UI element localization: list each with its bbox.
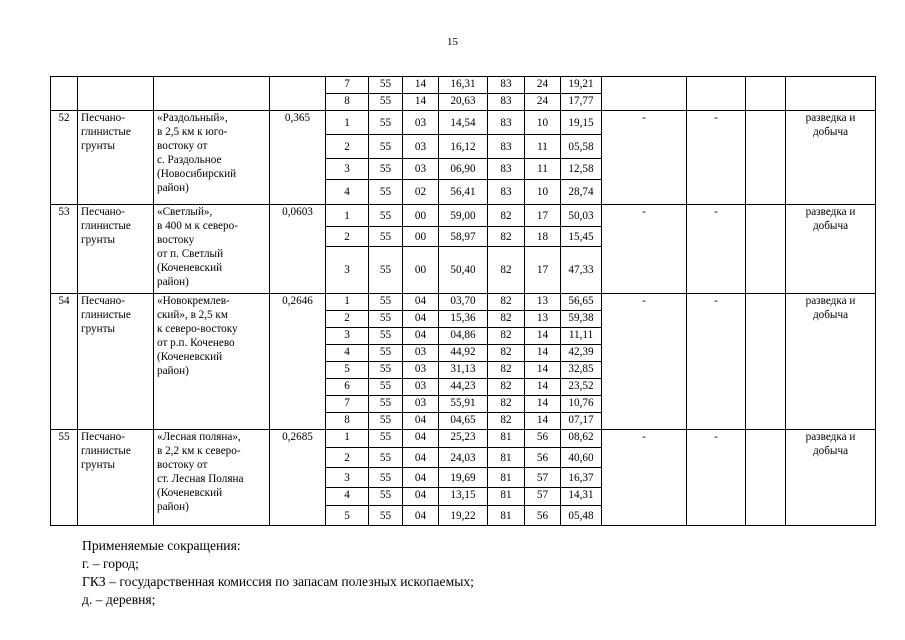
coordinate-cell: 82: [488, 379, 525, 396]
entry-empty-cell: [746, 111, 786, 205]
coordinate-cell: 82: [488, 311, 525, 328]
coordinate-cell: 56,41: [439, 180, 488, 205]
coordinate-cell: 83: [488, 159, 525, 180]
coordinate-cell: 55: [369, 159, 403, 180]
coordinate-cell: 18: [525, 227, 561, 247]
coordinate-cell: 04: [403, 488, 439, 506]
coordinate-cell: 55: [369, 506, 403, 526]
table-row: [51, 77, 876, 94]
coordinate-cell: 10: [525, 111, 561, 135]
coordinate-cell: 03: [403, 135, 439, 159]
coordinate-cell: 16,37: [561, 468, 602, 488]
coordinate-cell: 3: [326, 328, 369, 345]
coordinate-cell: 55: [369, 77, 403, 94]
coordinate-cell: 55: [369, 294, 403, 311]
coordinate-cell: 55: [369, 227, 403, 247]
coordinate-cell: 83: [488, 135, 525, 159]
coordinate-cell: 14,31: [561, 488, 602, 506]
coordinate-cell: 02: [403, 180, 439, 205]
location-line: «Новокремлев-: [157, 295, 230, 307]
coordinate-cell: 44,23: [439, 379, 488, 396]
entry-empty-cell: [746, 205, 786, 294]
type-cell: [78, 77, 154, 111]
coordinate-cell: 82: [488, 247, 525, 294]
coordinate-cell: 25,23: [439, 430, 488, 448]
coordinate-cell: 81: [488, 506, 525, 526]
coordinate-cell: 82: [488, 328, 525, 345]
entry-purpose-cell: разведка и добыча: [786, 111, 876, 205]
location-line: в 2,2 км к северо-: [157, 445, 241, 457]
coordinate-cell: 04: [403, 413, 439, 430]
coordinate-cell: 00: [403, 247, 439, 294]
coordinate-cell: 57: [525, 468, 561, 488]
location-line: востоку от: [157, 459, 208, 471]
entry-col-a-cell: -: [602, 294, 687, 430]
entry-col-b-cell: -: [687, 111, 746, 205]
coordinate-cell: 3: [326, 468, 369, 488]
entry-empty-cell: [746, 430, 786, 526]
coordinate-cell: 13: [525, 294, 561, 311]
col-b-cell: [687, 77, 746, 111]
coordinate-cell: 55: [369, 311, 403, 328]
coordinate-cell: 19,15: [561, 111, 602, 135]
coordinate-cell: 55: [369, 111, 403, 135]
coordinate-cell: 17: [525, 247, 561, 294]
id-cell: [51, 77, 78, 111]
coordinate-cell: 4: [326, 345, 369, 362]
coordinate-cell: 12,58: [561, 159, 602, 180]
coordinate-cell: 03: [403, 396, 439, 413]
abbreviations-notes: [82, 537, 474, 609]
coordinate-cell: 55: [369, 379, 403, 396]
col-a-cell: [602, 77, 687, 111]
coordinate-cell: 55: [369, 205, 403, 227]
coordinate-cell: 55: [369, 345, 403, 362]
coordinate-cell: 14: [403, 77, 439, 94]
coordinate-cell: 56: [525, 506, 561, 526]
coordinate-cell: 82: [488, 205, 525, 227]
coordinate-cell: 14: [525, 362, 561, 379]
coordinate-cell: 82: [488, 362, 525, 379]
entry-area-cell: 0,2685: [270, 430, 326, 526]
coordinate-cell: 82: [488, 396, 525, 413]
coordinate-cell: 8: [326, 413, 369, 430]
coordinate-cell: 04,65: [439, 413, 488, 430]
coordinate-cell: 56: [525, 430, 561, 448]
coordinate-cell: 04: [403, 311, 439, 328]
coordinate-cell: 06,90: [439, 159, 488, 180]
coordinate-cell: 82: [488, 227, 525, 247]
coordinate-cell: 05,48: [561, 506, 602, 526]
coordinate-cell: 83: [488, 94, 525, 111]
location-line: «Лесная поляна»,: [157, 431, 241, 443]
entry-area-cell: 0,2646: [270, 294, 326, 430]
coordinate-cell: 08,62: [561, 430, 602, 448]
location-line: «Светлый»,: [157, 206, 213, 218]
entry-empty-cell: [746, 294, 786, 430]
coordinate-cell: 14: [525, 379, 561, 396]
entry-col-a-cell: -: [602, 430, 687, 526]
entry-id-cell: 53: [51, 205, 78, 294]
coordinate-cell: 04: [403, 430, 439, 448]
coordinate-cell: 56,65: [561, 294, 602, 311]
coordinate-cell: 00: [403, 227, 439, 247]
coordinate-cell: 55: [369, 328, 403, 345]
abbreviation-item: д. – деревня;: [82, 592, 156, 607]
coordinate-cell: 17: [525, 205, 561, 227]
coordinate-cell: 1: [326, 294, 369, 311]
coordinate-cell: 19,21: [561, 77, 602, 94]
entry-location-cell: [154, 430, 270, 526]
coordinate-cell: 11,11: [561, 328, 602, 345]
coordinate-cell: 55: [369, 396, 403, 413]
page-number: 15: [447, 36, 458, 48]
coordinate-cell: 83: [488, 180, 525, 205]
location-line: район): [157, 276, 189, 288]
abbreviations-heading: Применяемые сокращения:: [82, 538, 241, 553]
coordinate-cell: 2: [326, 135, 369, 159]
coordinate-cell: 14,54: [439, 111, 488, 135]
entry-id-cell: 52: [51, 111, 78, 205]
coordinate-cell: 59,38: [561, 311, 602, 328]
coordinate-cell: 14: [525, 396, 561, 413]
location-line: район): [157, 365, 189, 377]
entry-type-cell: Песчано-глинистые грунты: [78, 111, 154, 205]
entry-col-b-cell: -: [687, 294, 746, 430]
entry-purpose-cell: разведка и добыча: [786, 294, 876, 430]
entry-location-cell: [154, 294, 270, 430]
entry-id-cell: 54: [51, 294, 78, 430]
coordinate-cell: 55: [369, 413, 403, 430]
coordinate-cell: 82: [488, 413, 525, 430]
coordinate-cell: 16,12: [439, 135, 488, 159]
abbreviation-item: г. – город;: [82, 556, 139, 571]
entry-type-cell: Песчано-глинистые грунты: [78, 430, 154, 526]
coordinate-cell: 04: [403, 294, 439, 311]
coordinate-cell: 16,31: [439, 77, 488, 94]
coordinate-cell: 8: [326, 94, 369, 111]
coordinate-cell: 44,92: [439, 345, 488, 362]
coordinate-cell: 04: [403, 468, 439, 488]
entry-purpose-cell: разведка и добыча: [786, 430, 876, 526]
coordinate-cell: 55: [369, 94, 403, 111]
entry-col-b-cell: -: [687, 205, 746, 294]
coordinate-cell: 11: [525, 159, 561, 180]
coordinate-cell: 04: [403, 328, 439, 345]
coordinate-cell: 1: [326, 205, 369, 227]
coordinate-cell: 83: [488, 111, 525, 135]
coordinate-cell: 50,03: [561, 205, 602, 227]
deposits-table: [50, 76, 876, 526]
coordinate-cell: 55: [369, 247, 403, 294]
coordinate-cell: 03: [403, 159, 439, 180]
location-line: от р.п. Коченево: [157, 337, 235, 349]
purpose-cell: [786, 77, 876, 111]
entry-type-cell: Песчано-глинистые грунты: [78, 294, 154, 430]
coordinate-cell: 13,15: [439, 488, 488, 506]
coordinate-cell: 13: [525, 311, 561, 328]
coordinate-cell: 14: [525, 328, 561, 345]
entry-location-cell: [154, 205, 270, 294]
coordinate-cell: 55: [369, 135, 403, 159]
coordinate-cell: 4: [326, 180, 369, 205]
location-line: «Раздольный»,: [157, 112, 228, 124]
coordinate-cell: 3: [326, 247, 369, 294]
location-line: ст. Лесная Поляна: [157, 473, 244, 485]
table-row: [51, 430, 876, 448]
coordinate-cell: 2: [326, 311, 369, 328]
coordinate-cell: 24,03: [439, 448, 488, 468]
empty-cell: [746, 77, 786, 111]
entry-col-a-cell: -: [602, 205, 687, 294]
coordinate-cell: 15,45: [561, 227, 602, 247]
coordinate-cell: 28,74: [561, 180, 602, 205]
coordinate-cell: 23,52: [561, 379, 602, 396]
location-line: в 400 м к северо-: [157, 220, 238, 232]
coordinate-cell: 14: [403, 94, 439, 111]
coordinate-cell: 24: [525, 77, 561, 94]
coordinate-cell: 42,39: [561, 345, 602, 362]
coordinate-cell: 32,85: [561, 362, 602, 379]
coordinate-cell: 82: [488, 345, 525, 362]
location-line: (Новосибирский: [157, 168, 237, 180]
entry-purpose-cell: разведка и добыча: [786, 205, 876, 294]
table-row: [51, 294, 876, 311]
coordinate-cell: 11: [525, 135, 561, 159]
coordinate-cell: 55: [369, 488, 403, 506]
coordinate-cell: 14: [525, 413, 561, 430]
location-line: (Коченевский: [157, 487, 223, 499]
entry-area-cell: 0,365: [270, 111, 326, 205]
coordinate-cell: 31,13: [439, 362, 488, 379]
coordinate-cell: 05,58: [561, 135, 602, 159]
coordinate-cell: 81: [488, 448, 525, 468]
coordinate-cell: 50,40: [439, 247, 488, 294]
location-line: (Коченевский: [157, 262, 223, 274]
location-line: востоку от: [157, 140, 208, 152]
location-line: ский», в 2,5 км: [157, 309, 228, 321]
coordinate-cell: 03: [403, 345, 439, 362]
coordinate-cell: 47,33: [561, 247, 602, 294]
location-line: (Коченевский: [157, 351, 223, 363]
location-line: с. Раздольное: [157, 154, 222, 166]
coordinate-cell: 7: [326, 396, 369, 413]
coordinate-cell: 81: [488, 430, 525, 448]
coordinate-cell: 7: [326, 77, 369, 94]
coordinate-cell: 19,22: [439, 506, 488, 526]
entry-type-cell: Песчано-глинистые грунты: [78, 205, 154, 294]
location-line: район): [157, 501, 189, 513]
location-cell: [154, 77, 270, 111]
coordinate-cell: 03,70: [439, 294, 488, 311]
coordinate-cell: 1: [326, 111, 369, 135]
coordinate-cell: 55: [369, 448, 403, 468]
coordinate-cell: 4: [326, 488, 369, 506]
area-cell: [270, 77, 326, 111]
table-row: [51, 111, 876, 135]
coordinate-cell: 55,91: [439, 396, 488, 413]
coordinate-cell: 59,00: [439, 205, 488, 227]
entry-id-cell: 55: [51, 430, 78, 526]
coordinate-cell: 82: [488, 294, 525, 311]
coordinate-cell: 57: [525, 488, 561, 506]
coordinate-cell: 6: [326, 379, 369, 396]
coordinate-cell: 58,97: [439, 227, 488, 247]
coordinate-cell: 00: [403, 205, 439, 227]
location-line: к северо-востоку: [157, 323, 238, 335]
coordinate-cell: 10,76: [561, 396, 602, 413]
coordinate-cell: 40,60: [561, 448, 602, 468]
coordinate-cell: 1: [326, 430, 369, 448]
coordinate-cell: 17,77: [561, 94, 602, 111]
location-line: от п. Светлый: [157, 248, 224, 260]
coordinate-cell: 55: [369, 362, 403, 379]
coordinate-cell: 24: [525, 94, 561, 111]
location-line: в 2,5 км к юго-: [157, 126, 228, 138]
coordinate-cell: 04,86: [439, 328, 488, 345]
location-line: район): [157, 182, 189, 194]
coordinate-cell: 5: [326, 362, 369, 379]
location-line: востоку: [157, 234, 195, 246]
coordinate-cell: 81: [488, 468, 525, 488]
coordinate-cell: 81: [488, 488, 525, 506]
abbreviation-item: ГКЗ – государственная комиссия по запасам полезных ископаемых;: [82, 574, 474, 589]
coordinate-cell: 2: [326, 227, 369, 247]
coordinate-cell: 03: [403, 379, 439, 396]
coordinate-cell: 2: [326, 448, 369, 468]
coordinate-cell: 04: [403, 506, 439, 526]
coordinate-cell: 20,63: [439, 94, 488, 111]
coordinate-cell: 19,69: [439, 468, 488, 488]
coordinate-cell: 03: [403, 111, 439, 135]
coordinate-cell: 14: [525, 345, 561, 362]
coordinate-cell: 04: [403, 448, 439, 468]
coordinate-cell: 55: [369, 430, 403, 448]
coordinate-cell: 07,17: [561, 413, 602, 430]
entry-col-b-cell: -: [687, 430, 746, 526]
coordinate-cell: 03: [403, 362, 439, 379]
coordinate-cell: 83: [488, 77, 525, 94]
entry-area-cell: 0,0603: [270, 205, 326, 294]
coordinate-cell: 3: [326, 159, 369, 180]
entry-col-a-cell: -: [602, 111, 687, 205]
coordinate-cell: 56: [525, 448, 561, 468]
coordinate-cell: 10: [525, 180, 561, 205]
coordinate-cell: 55: [369, 468, 403, 488]
coordinate-cell: 5: [326, 506, 369, 526]
coordinate-cell: 55: [369, 180, 403, 205]
table-row: [51, 205, 876, 227]
entry-location-cell: [154, 111, 270, 205]
coordinate-cell: 15,36: [439, 311, 488, 328]
